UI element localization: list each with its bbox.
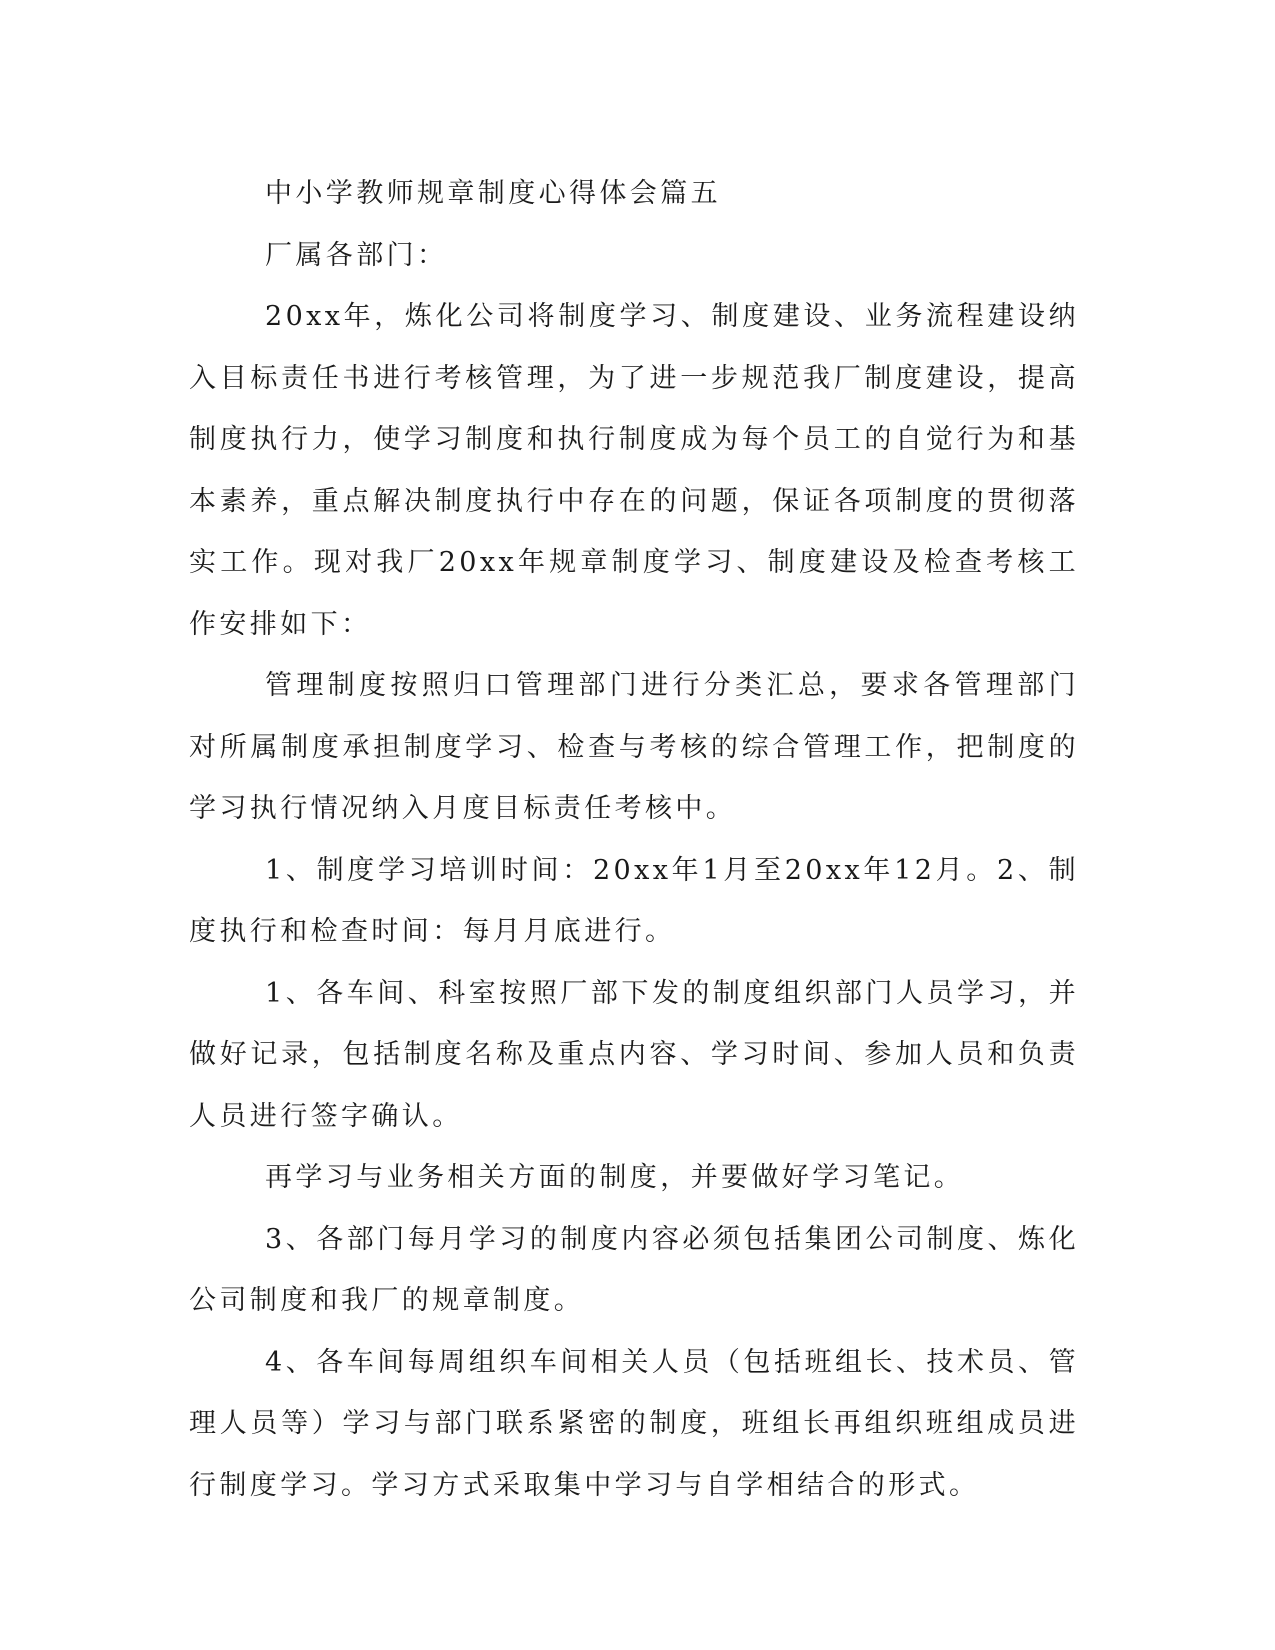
body-paragraph: 3、各部门每月学习的制度内容必须包括集团公司制度、炼化公司制度和我厂的规章制度。 xyxy=(189,1223,1079,1316)
salutation: 厂属各部门： xyxy=(265,239,448,271)
body-paragraph: 4、各车间每周组织车间相关人员（包括班组长、技术员、管理人员等）学习与部门联系紧密的制度，班组长再组织班组成员进行制度学习。学习方式采取集中学习与自学相结合的形式。 xyxy=(189,1346,1079,1501)
document-body xyxy=(189,163,1079,1516)
body-paragraph: 管理制度按照归口管理部门进行分类汇总，要求各管理部门对所属制度承担制度学习、检查与考核的综合管理工作，把制度的学习执行情况纳入月度目标责任考核中。 xyxy=(189,670,1079,824)
body-paragraph: 20xx年，炼化公司将制度学习、制度建设、业务流程建设纳入目标责任书进行考核管理，为了进一步规范我厂制度建设，提高制度执行力，使学习制度和执行制度成为每个员工的自觉行为和基本素养，重点解决制度执行中存在的问题，保证各项制度的贯彻落实工作。现对我厂20xx年规章制度学习、制度建设及检查考核工作安排如下： xyxy=(189,301,1079,640)
body-paragraph: 1、各车间、科室按照厂部下发的制度组织部门人员学习，并做好记录，包括制度名称及重点内容、学习时间、参加人员和负责人员进行签字确认。 xyxy=(189,977,1079,1132)
document-title: 中小学教师规章制度心得体会篇五 xyxy=(265,178,721,209)
body-paragraph: 1、制度学习培训时间：20xx年1月至20xx年12月。2、制度执行和检查时间：每月月底进行。 xyxy=(189,854,1079,947)
body-paragraph: 再学习与业务相关方面的制度，并要做好学习笔记。 xyxy=(265,1162,965,1193)
